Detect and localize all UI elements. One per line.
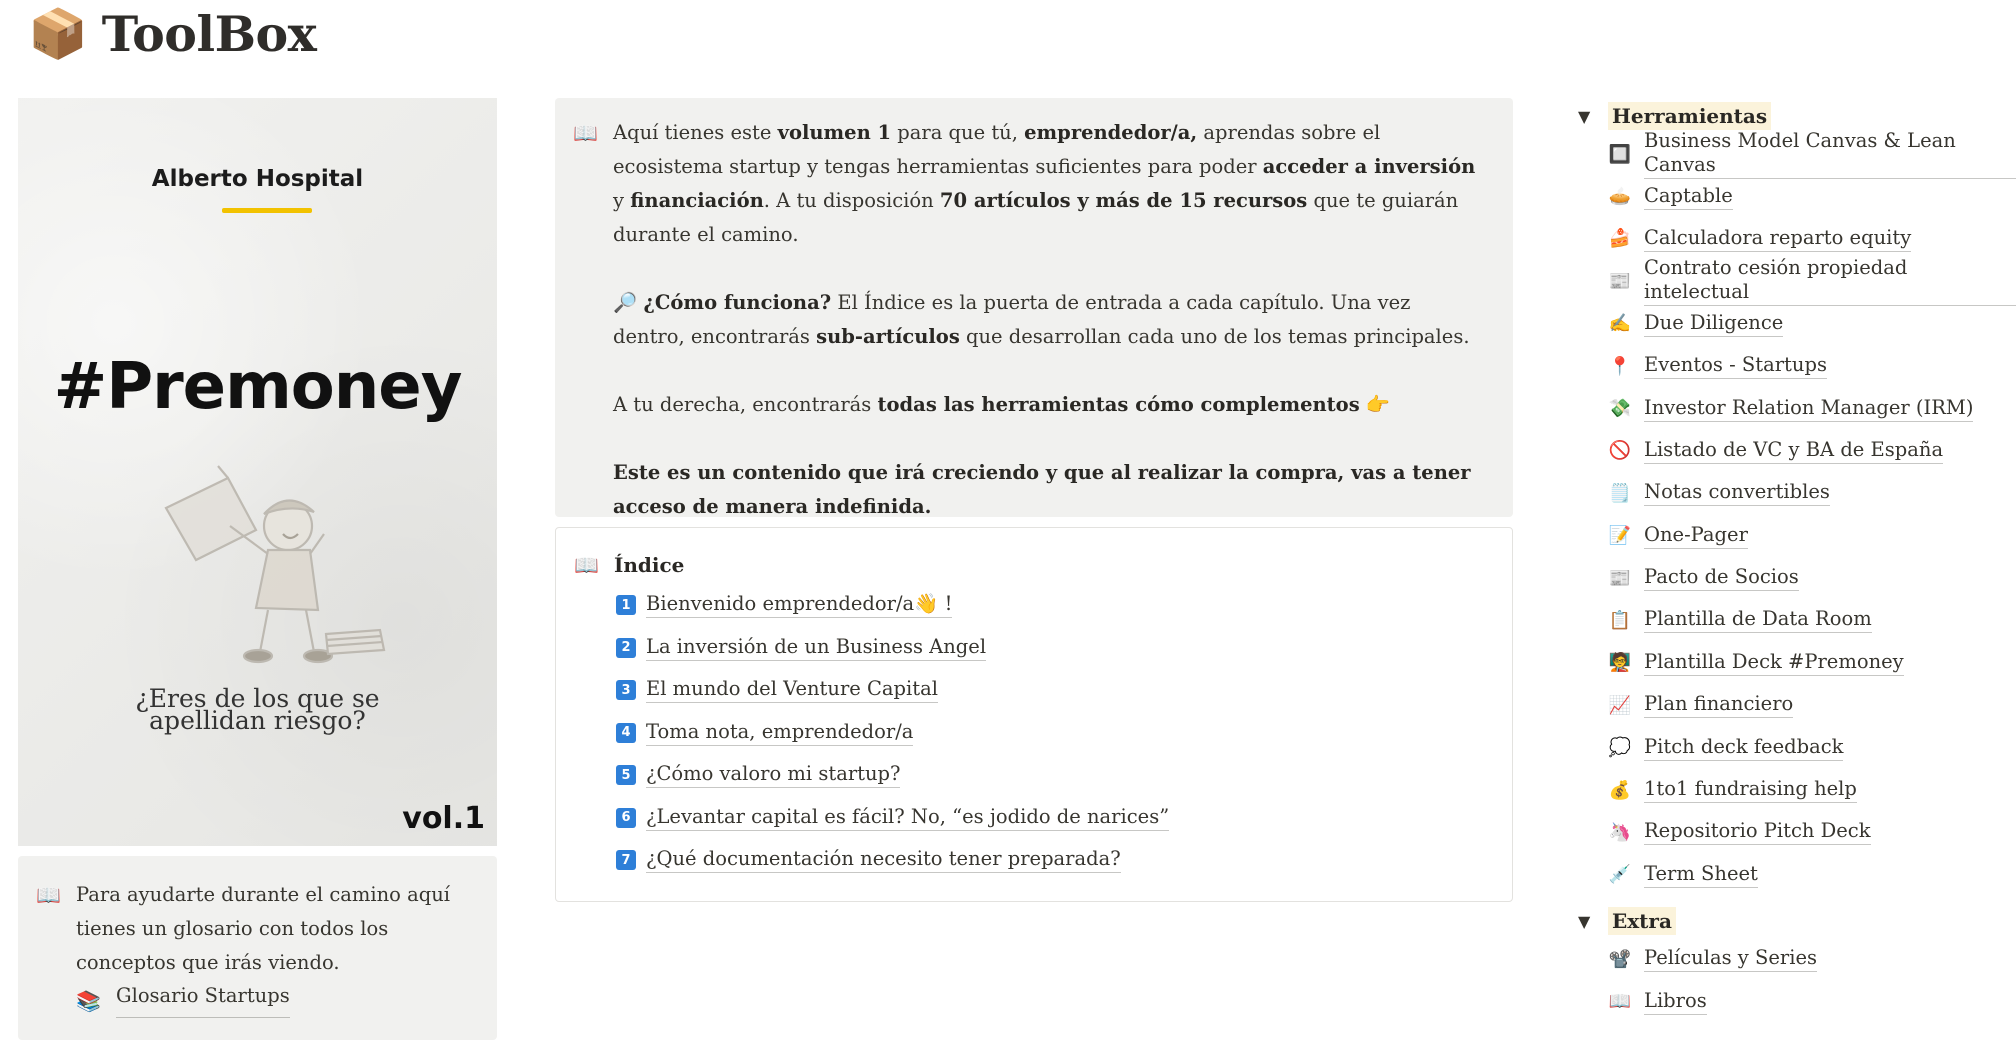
tool-item[interactable] xyxy=(1608,387,2016,429)
tool-item[interactable] xyxy=(1608,684,2016,726)
unicorn-icon: 🦄 xyxy=(1608,821,1632,843)
chart-up-icon: 📈 xyxy=(1608,694,1632,716)
index-header xyxy=(574,550,1486,580)
intro-text: y xyxy=(613,189,631,212)
tool-item[interactable] xyxy=(1608,303,2016,345)
memo-icon: 📝 xyxy=(1608,525,1632,547)
index-item-7[interactable] xyxy=(616,839,1486,882)
number-7-icon: 7 xyxy=(616,850,636,870)
intro-bold: ¿Cómo funciona? xyxy=(643,291,832,314)
magnifier-icon: 🔎 xyxy=(613,291,638,314)
intro-text: para que tú, xyxy=(891,121,1025,144)
tool-item[interactable] xyxy=(1608,472,2016,514)
intro-bold: volumen 1 xyxy=(777,121,892,144)
syringe-icon: 💉 xyxy=(1608,864,1632,886)
no-entry-icon: 🚫 xyxy=(1608,440,1632,462)
cover-author-underline xyxy=(222,208,312,213)
tool-item[interactable] xyxy=(1608,430,2016,472)
tool-link[interactable]: Business Model Canvas & Lean Canvas xyxy=(1644,129,2016,179)
package-icon: 📦 xyxy=(28,6,88,62)
toggle-caret-icon[interactable]: ▼ xyxy=(1578,911,1591,931)
newspaper-icon: 📰 xyxy=(1608,270,1632,292)
tools-toggle-title: Herramientas xyxy=(1608,102,1771,130)
tool-item[interactable] xyxy=(1608,218,2016,260)
index-link[interactable]: La inversión de un Business Angel xyxy=(646,635,986,661)
tool-item[interactable] xyxy=(1608,129,2016,177)
glossary-callout-row xyxy=(36,878,477,1018)
index-link[interactable]: El mundo del Venture Capital xyxy=(646,677,938,703)
index-item-5[interactable] xyxy=(616,754,1486,797)
extra-link[interactable]: Películas y Series xyxy=(1644,946,1817,972)
extra-list xyxy=(1578,938,1817,1023)
index-item-2[interactable] xyxy=(616,627,1486,670)
open-book-icon: 📖 xyxy=(574,553,599,577)
tool-item[interactable] xyxy=(1608,557,2016,599)
page-title: ToolBox xyxy=(101,5,317,63)
tool-link[interactable]: Eventos - Startups xyxy=(1644,353,1827,379)
newspaper-icon: 📰 xyxy=(1608,567,1632,589)
intro-text: A tu derecha, encontrarás xyxy=(613,393,878,416)
tool-link[interactable]: Plan financiero xyxy=(1644,692,1793,718)
index-link[interactable]: ¿Cómo valoro mi startup? xyxy=(646,762,900,788)
intro-text: Aquí tienes este xyxy=(613,121,778,144)
tool-item[interactable] xyxy=(1608,811,2016,853)
intro-text: aprendas sobre el ecosistema startup y tengas herramientas suficientes para poder xyxy=(613,121,1381,178)
tool-item[interactable] xyxy=(1608,515,2016,557)
index-item-6[interactable] xyxy=(616,797,1486,840)
glossary-callout-body xyxy=(76,878,477,1018)
tool-link[interactable]: Pitch deck feedback xyxy=(1644,735,1843,761)
tool-link[interactable]: Investor Relation Manager (IRM) xyxy=(1644,396,1973,422)
pie-icon: 🥧 xyxy=(1608,186,1632,208)
tool-item[interactable] xyxy=(1608,256,2016,304)
intro-text: que te guiarán durante el camino. xyxy=(613,189,1459,246)
intro-callout-row xyxy=(573,116,1487,524)
money-bag-icon: 💰 xyxy=(1608,779,1632,801)
intro-text: que desarrollan cada uno de los temas principales. xyxy=(959,325,1470,348)
tool-item[interactable] xyxy=(1608,854,2016,896)
film-camera-icon: 📽️ xyxy=(1608,948,1632,970)
cover-volume: vol.1 xyxy=(402,801,485,836)
newsboy-illustration xyxy=(118,438,398,668)
clipboard-icon: 📋 xyxy=(1608,609,1632,631)
tool-link[interactable]: Plantilla de Data Room xyxy=(1644,607,1872,633)
cover-tagline-line1: ¿Eres de los que se xyxy=(135,684,380,713)
cover-tagline-line2: apellidan riesgo? xyxy=(149,706,366,735)
index-item-1[interactable] xyxy=(616,584,1486,627)
number-5-icon: 5 xyxy=(616,765,636,785)
open-book-icon: 📖 xyxy=(1608,991,1632,1013)
number-1-icon: 1 xyxy=(616,595,636,615)
intro-paragraph-3 xyxy=(613,388,1487,422)
cover-author: Alberto Hospital xyxy=(151,166,364,192)
intro-bold: acceder a inversión xyxy=(1262,155,1476,178)
glossary-callout xyxy=(18,856,497,1040)
intro-paragraph-2 xyxy=(613,286,1487,354)
page-header xyxy=(28,2,316,66)
cover-tagline xyxy=(18,684,497,735)
number-3-icon: 3 xyxy=(616,680,636,700)
tool-link[interactable]: One-Pager xyxy=(1644,523,1748,549)
pointing-right-icon: 👉 xyxy=(1365,393,1391,416)
money-icon: 💸 xyxy=(1608,398,1632,420)
tool-item[interactable] xyxy=(1608,769,2016,811)
index-box xyxy=(555,527,1513,902)
glossary-link[interactable] xyxy=(76,984,477,1018)
extra-link[interactable]: Libros xyxy=(1644,989,1707,1015)
intro-paragraph-1 xyxy=(613,116,1487,252)
tool-item[interactable] xyxy=(1608,599,2016,641)
books-icon: 📚 xyxy=(76,989,101,1013)
cover-brand: #Premoney xyxy=(53,350,462,424)
tools-toggle-header[interactable] xyxy=(1578,99,2016,133)
extra-item[interactable] xyxy=(1608,938,1817,980)
tool-item[interactable] xyxy=(1608,345,2016,387)
intro-paragraph-4 xyxy=(613,456,1487,524)
index-link[interactable]: ¿Qué documentación necesito tener preparada? xyxy=(646,847,1121,873)
pin-icon: 📍 xyxy=(1608,355,1632,377)
intro-bold: Este es un contenido que irá creciendo y que al realizar la compra, vas a tener acceso de manera indefinida. xyxy=(613,461,1471,518)
grid-icon: 🔲 xyxy=(1608,143,1632,165)
cover-image[interactable] xyxy=(18,98,497,846)
extra-toggle-header[interactable] xyxy=(1578,904,1817,938)
glossary-link-label[interactable]: Glosario Startups xyxy=(116,984,290,1018)
index-link[interactable]: ¿Levantar capital es fácil? No, “es jodido de narices” xyxy=(646,805,1169,831)
intro-bold: sub-artículos xyxy=(816,325,960,348)
tool-link[interactable]: Notas convertibles xyxy=(1644,480,1830,506)
extra-toggle xyxy=(1578,904,1817,1023)
speech-bubble-icon: 💭 xyxy=(1608,737,1632,759)
tool-link[interactable]: Calculadora reparto equity xyxy=(1644,226,1911,252)
tool-link[interactable]: Due Diligence xyxy=(1644,311,1783,337)
glossary-callout-text: Para ayudarte durante el camino aquí tienes un glosario con todos los conceptos que irás viendo. xyxy=(76,883,450,974)
tool-link[interactable]: Pacto de Socios xyxy=(1644,565,1799,591)
tool-link[interactable]: 1to1 fundraising help xyxy=(1644,777,1857,803)
intro-text: El Índice es la puerta de entrada a cada capítulo. Una vez dentro, encontrarás xyxy=(613,291,1411,348)
index-title: Índice xyxy=(614,553,685,577)
intro-bold: todas las herramientas cómo complementos xyxy=(877,393,1360,416)
intro-callout-body xyxy=(613,116,1487,524)
tool-item[interactable] xyxy=(1608,642,2016,684)
writing-hand-icon: ✍️ xyxy=(1608,313,1632,335)
extra-toggle-title: Extra xyxy=(1608,907,1676,935)
tool-item[interactable] xyxy=(1608,726,2016,768)
number-4-icon: 4 xyxy=(616,723,636,743)
intro-text: . A tu disposición xyxy=(763,189,940,212)
open-book-icon: 📖 xyxy=(36,883,61,907)
tool-link[interactable]: Listado de VC y BA de España xyxy=(1644,438,1943,464)
cake-icon: 🍰 xyxy=(1608,228,1632,250)
tool-link[interactable]: Contrato cesión propiedad intelectual xyxy=(1644,256,2016,306)
index-item-3[interactable] xyxy=(616,669,1486,712)
tool-link[interactable]: Plantilla Deck #Premoney xyxy=(1644,650,1904,676)
number-6-icon: 6 xyxy=(616,808,636,828)
tool-item[interactable] xyxy=(1608,175,2016,217)
index-link[interactable]: Bienvenido emprendedor/a👋 ! xyxy=(646,592,952,618)
tool-link[interactable]: Repositorio Pitch Deck xyxy=(1644,819,1871,845)
toggle-caret-icon[interactable]: ▼ xyxy=(1578,106,1591,126)
tool-link[interactable]: Term Sheet xyxy=(1644,862,1758,888)
intro-bold: financiación xyxy=(630,189,764,212)
tools-list xyxy=(1578,129,2016,896)
index-list xyxy=(574,584,1486,882)
notepad-icon: 🗒️ xyxy=(1608,482,1632,504)
tools-toggle xyxy=(1578,99,2016,896)
tool-link[interactable]: Captable xyxy=(1644,184,1733,210)
extra-item[interactable] xyxy=(1608,980,1817,1022)
open-book-icon: 📖 xyxy=(573,121,598,145)
intro-bold: emprendedor/a, xyxy=(1024,121,1198,144)
intro-callout xyxy=(555,98,1513,517)
presenter-icon: 🧑‍🏫 xyxy=(1608,652,1632,674)
index-link[interactable]: Toma nota, emprendedor/a xyxy=(646,720,913,746)
intro-bold: 70 artículos y más de 15 recursos xyxy=(939,189,1308,212)
number-2-icon: 2 xyxy=(616,638,636,658)
index-item-4[interactable] xyxy=(616,712,1486,755)
